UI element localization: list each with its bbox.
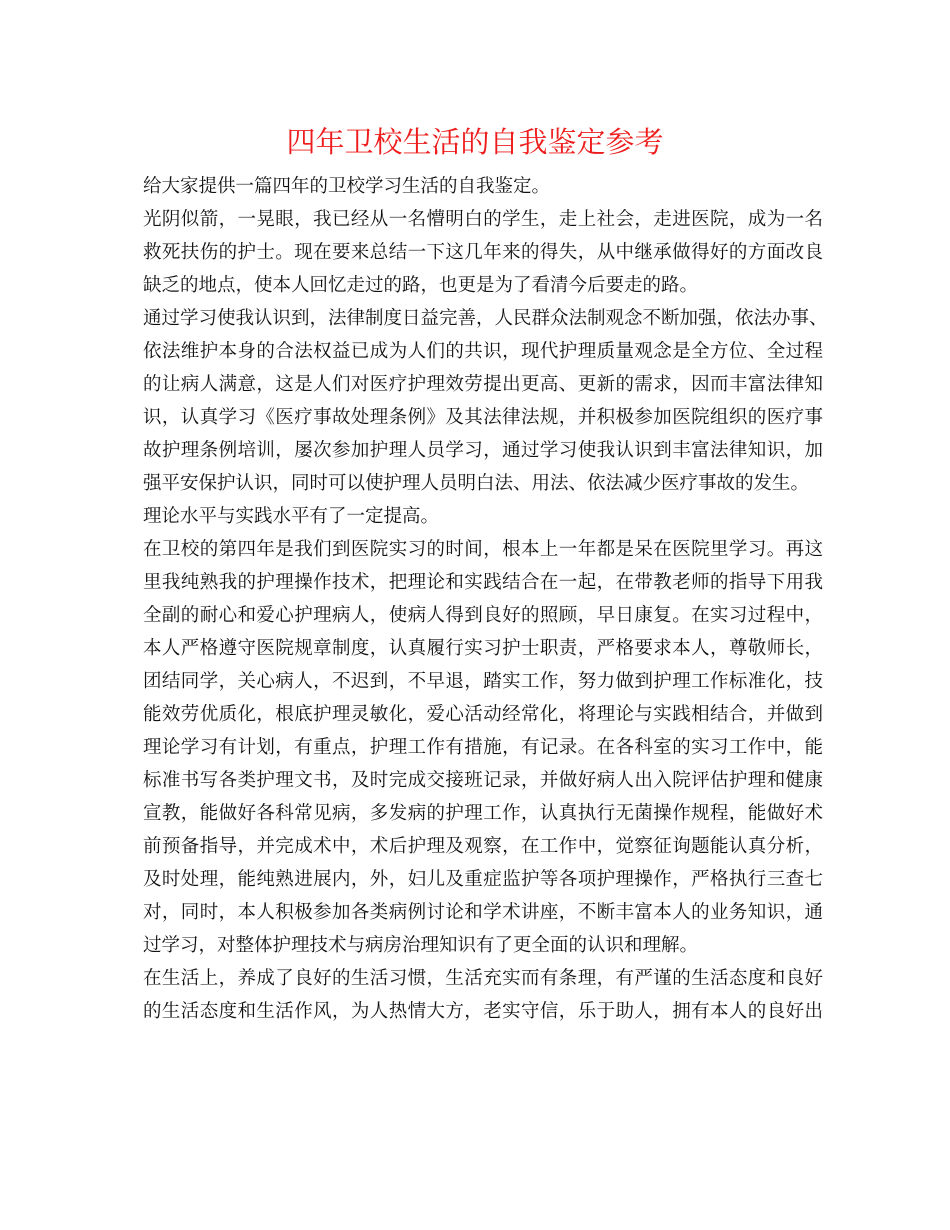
text-line: 能效劳优质化，根底护理灵敏化，爱心活动经常化，将理论与实践相结合，并做到 <box>143 704 823 725</box>
text-line: 在卫校的第四年是我们到医院实习的时间，根本上一年都是呆在医院里学习。再这 <box>143 539 823 560</box>
text-line: 标准书写各类护理文书，及时完成交接班记录，并做好病人出入院评估护理和健康 <box>143 770 823 791</box>
text-line: 团结同学，关心病人，不迟到，不早退，踏实工作，努力做到护理工作标准化，技 <box>143 671 823 692</box>
text-line: 缺乏的地点，使本人回忆走过的路，也更是为了看清今后要走的路。 <box>143 275 699 296</box>
text-line: 本人严格遵守医院规章制度，认真履行实习护士职责，严格要求本人，尊敬师长， <box>143 638 823 659</box>
text-line: 对，同时，本人积极参加各类病例讨论和学术讲座，不断丰富本人的业务知识，通 <box>143 902 823 923</box>
text-line: 的生活态度和生活作风，为人热情大方，老实守信，乐于助人，拥有本人的良好出 <box>143 1001 823 1022</box>
text-line: 理论水平与实践水平有了一定提高。 <box>143 506 440 527</box>
text-line: 及时处理，能纯熟进展内，外，妇儿及重症监护等各项护理操作，严格执行三查七 <box>143 869 823 890</box>
text-line: 过学习，对整体护理技术与病房治理知识有了更全面的认识和理解。 <box>143 935 699 956</box>
text-line: 救死扶伤的护士。现在要来总结一下这几年来的得失，从中继承做得好的方面改良 <box>143 242 823 263</box>
text-line: 全副的耐心和爱心护理病人，使病人得到良好的照顾，早日康复。在实习过程中， <box>143 605 823 626</box>
text-line: 前预备指导，并完成术中，术后护理及观察，在工作中，觉察征询题能认真分析， <box>143 836 823 857</box>
document-title: 四年卫校生活的自我鉴定参考 <box>286 125 664 159</box>
text-line: 识，认真学习《医疗事故处理条例》及其法律法规，并积极参加医院组织的医疗事 <box>143 407 823 428</box>
text-line: 在生活上，养成了良好的生活习惯，生活充实而有条理，有严谨的生活态度和良好 <box>143 968 823 989</box>
text-line: 光阴似箭，一晃眼，我已经从一名懵明白的学生，走上社会，走进医院，成为一名 <box>143 209 823 230</box>
text-line: 里我纯熟我的护理操作技术，把理论和实践结合在一起，在带教老师的指导下用我 <box>143 572 823 593</box>
text-line: 通过学习使我认识到，法律制度日益完善，人民群众法制观念不断加强，依法办事、 <box>143 308 828 329</box>
text-line: 故护理条例培训，屡次参加护理人员学习，通过学习使我认识到丰富法律知识，加 <box>143 440 823 461</box>
text-line: 依法维护本身的合法权益已成为人们的共识，现代护理质量观念是全方位、全过程 <box>143 341 823 362</box>
document-body <box>143 170 828 1028</box>
text-line: 的让病人满意，这是人们对医疗护理效劳提出更高、更新的需求，因而丰富法律知 <box>143 374 823 395</box>
text-line: 强平安保护认识，同时可以使护理人员明白法、用法、依法减少医疗事故的发生。 <box>143 473 810 494</box>
text-line: 理论学习有计划，有重点，护理工作有措施，有记录。在各科室的实习工作中，能 <box>143 737 823 758</box>
text-line: 给大家提供一篇四年的卫校学习生活的自我鉴定。 <box>143 176 551 197</box>
text-line: 宣教，能做好各科常见病，多发病的护理工作，认真执行无菌操作规程，能做好术 <box>143 803 823 824</box>
